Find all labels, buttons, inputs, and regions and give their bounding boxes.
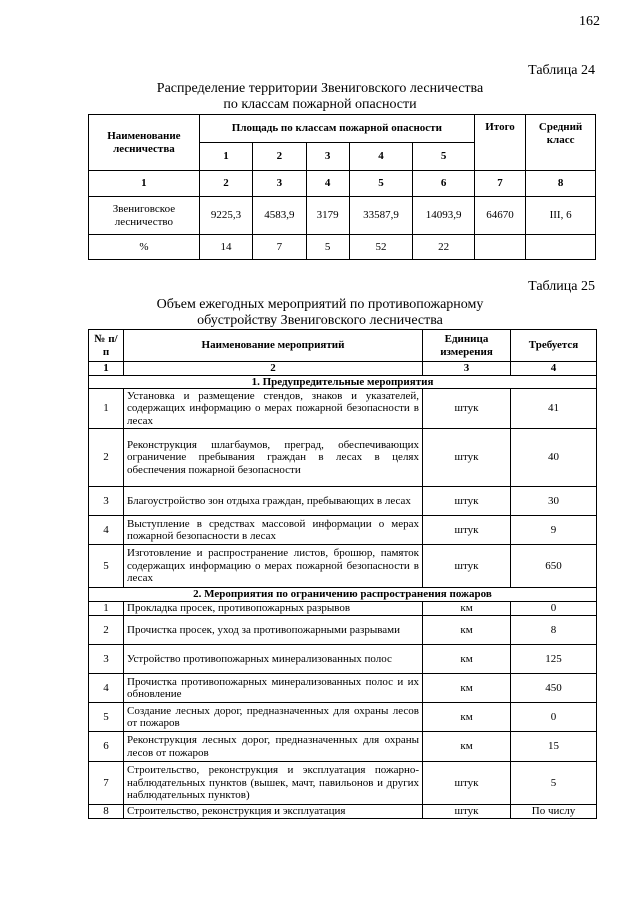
t25-num-4: 4 (511, 362, 597, 376)
table25-title (60, 297, 580, 329)
t24-num-3: 3 (253, 171, 306, 197)
table-row (89, 389, 597, 429)
table-row (89, 235, 596, 260)
t25-cell-num: 1 (89, 602, 124, 616)
t25-cell-name: Строительство, реконструкция и эксплуатация (124, 805, 423, 819)
t25-header-required: Требуется (511, 330, 597, 362)
t24-num-2: 2 (199, 171, 252, 197)
t25-cell-name: Прочистка противопожарных минерализованных полос и их обновление (124, 674, 423, 703)
t25-cell-name: Прокладка просек, противопожарных разрывов (124, 602, 423, 616)
t24-cell: 3179 (306, 197, 349, 235)
t24-class-2: 2 (253, 143, 306, 171)
t24-num-7: 7 (474, 171, 525, 197)
t24-cell: 22 (413, 235, 475, 260)
t25-cell-req: 0 (511, 602, 597, 616)
t25-cell-unit: км (423, 674, 511, 703)
t24-cell: 64670 (474, 197, 525, 235)
t25-num-2: 2 (124, 362, 423, 376)
t25-cell-req: 40 (511, 429, 597, 487)
t25-header-unit: Единица измерения (423, 330, 511, 362)
t25-cell-unit: штук (423, 762, 511, 805)
table25 (88, 329, 597, 819)
t24-num-4: 4 (306, 171, 349, 197)
t24-num-5: 5 (349, 171, 413, 197)
t24-header-total: Итого (474, 115, 525, 171)
t24-header-avg: Средний класс (526, 115, 596, 171)
t25-cell-req: 8 (511, 616, 597, 645)
table-row (89, 805, 597, 819)
t24-cell: 14 (199, 235, 252, 260)
t25-cell-name: Создание лесных дорог, предназначенных для охраны лесов от пожаров (124, 703, 423, 732)
t25-cell-req: 450 (511, 674, 597, 703)
t25-section2-title: 2. Мероприятия по ограничению распространения пожаров (89, 588, 597, 602)
t25-cell-req: 0 (511, 703, 597, 732)
t25-cell-num: 2 (89, 429, 124, 487)
table24-title-line1: Распределение территории Звениговского лесничества (156, 81, 484, 96)
t25-cell-req: 125 (511, 645, 597, 674)
t25-cell-unit: км (423, 732, 511, 762)
table25-title-line1: Объем ежегодных мероприятий по противопожарному (156, 297, 484, 312)
t25-cell-unit: штук (423, 487, 511, 516)
t24-class-5: 5 (413, 143, 475, 171)
t25-cell-num: 7 (89, 762, 124, 805)
t24-cell: 9225,3 (199, 197, 252, 235)
table-row (89, 545, 597, 588)
table-row (89, 703, 597, 732)
table-row (89, 429, 597, 487)
t25-cell-num: 5 (89, 703, 124, 732)
t24-cell: 7 (253, 235, 306, 260)
t25-cell-name: Благоустройство зон отдыха граждан, пребывающих в лесах (124, 487, 423, 516)
t25-num-3: 3 (423, 362, 511, 376)
t25-cell-unit: штук (423, 805, 511, 819)
t25-cell-req: 15 (511, 732, 597, 762)
t25-cell-num: 6 (89, 732, 124, 762)
t25-cell-req: По числу (511, 805, 597, 819)
t25-cell-name: Прочистка просек, уход за противопожарными разрывами (124, 616, 423, 645)
t24-cell (526, 235, 596, 260)
t25-cell-name: Реконструкция шлагбаумов, преград, обеспечивающих ограничение пребывания граждан в лесах в целях обеспечения пожарной безопасности (124, 429, 423, 487)
t25-header-name: Наименование мероприятий (124, 330, 423, 362)
t24-class-3: 3 (306, 143, 349, 171)
t25-cell-req: 9 (511, 516, 597, 545)
table24-title-line2: по классам пожарной опасности (223, 97, 417, 112)
t25-cell-name: Устройство противопожарных минерализованных полос (124, 645, 423, 674)
t25-cell-unit: км (423, 602, 511, 616)
t25-cell-num: 3 (89, 487, 124, 516)
t25-cell-num: 8 (89, 805, 124, 819)
t25-cell-num: 4 (89, 516, 124, 545)
t25-cell-name: Строительство, реконструкция и эксплуатация пожарно-наблюдательных пунктов (вышек, мачт, павильонов и других наблюдательных пунктов) (124, 762, 423, 805)
t24-num-8: 8 (526, 171, 596, 197)
t25-section1-title: 1. Предупредительные мероприятия (89, 375, 597, 389)
t24-cell: 33587,9 (349, 197, 413, 235)
t25-cell-unit: штук (423, 516, 511, 545)
t25-cell-unit: км (423, 645, 511, 674)
table-row (89, 602, 597, 616)
table-row (89, 732, 597, 762)
table-row (89, 674, 597, 703)
t24-num-6: 6 (413, 171, 475, 197)
t25-cell-req: 5 (511, 762, 597, 805)
t25-cell-name: Установка и размещение стендов, знаков и указателей, содержащих информацию о мерах пожарной безопасности в лесах (124, 389, 423, 429)
table24 (88, 114, 596, 260)
t24-cell: III, 6 (526, 197, 596, 235)
t25-cell-unit: штук (423, 545, 511, 588)
table25-label: Таблица 25 (528, 279, 595, 294)
t25-cell-name: Реконструкция лесных дорог, предназначенных для охраны лесов от пожаров (124, 732, 423, 762)
t25-cell-req: 650 (511, 545, 597, 588)
t25-cell-req: 30 (511, 487, 597, 516)
t25-header-num: № п/п (89, 330, 124, 362)
t25-cell-num: 4 (89, 674, 124, 703)
table-row (89, 616, 597, 645)
t24-cell: % (89, 235, 200, 260)
t25-cell-num: 2 (89, 616, 124, 645)
t24-cell (474, 235, 525, 260)
t24-cell: 4583,9 (253, 197, 306, 235)
t25-cell-unit: штук (423, 389, 511, 429)
table-row (89, 516, 597, 545)
t24-cell: 52 (349, 235, 413, 260)
t25-cell-num: 5 (89, 545, 124, 588)
t24-header-name: Наименование лесничества (89, 115, 200, 171)
table24-label: Таблица 24 (528, 63, 595, 78)
t25-cell-unit: км (423, 616, 511, 645)
t25-cell-unit: штук (423, 429, 511, 487)
table25-title-line2: обустройству Звениговского лесничества (197, 313, 443, 328)
t25-cell-num: 3 (89, 645, 124, 674)
table-row (89, 645, 597, 674)
t24-class-1: 1 (199, 143, 252, 171)
table24-title (60, 81, 580, 113)
t25-num-1: 1 (89, 362, 124, 376)
t24-cell: Звениговское лесничество (89, 197, 200, 235)
table-row (89, 487, 597, 516)
page-number: 162 (579, 14, 600, 29)
t25-cell-num: 1 (89, 389, 124, 429)
t25-cell-unit: км (423, 703, 511, 732)
t24-cell: 5 (306, 235, 349, 260)
table-row (89, 197, 596, 235)
t25-cell-name: Изготовление и распространение листов, брошюр, памяток содержащих информацию о мерах пожарной безопасности в лесах (124, 545, 423, 588)
t24-class-4: 4 (349, 143, 413, 171)
t25-cell-req: 41 (511, 389, 597, 429)
t24-cell: 14093,9 (413, 197, 475, 235)
t25-cell-name: Выступление в средствах массовой информации о мерах пожарной безопасности в лесах (124, 516, 423, 545)
table-row (89, 762, 597, 805)
t24-num-1: 1 (89, 171, 200, 197)
t24-header-area: Площадь по классам пожарной опасности (199, 115, 474, 143)
